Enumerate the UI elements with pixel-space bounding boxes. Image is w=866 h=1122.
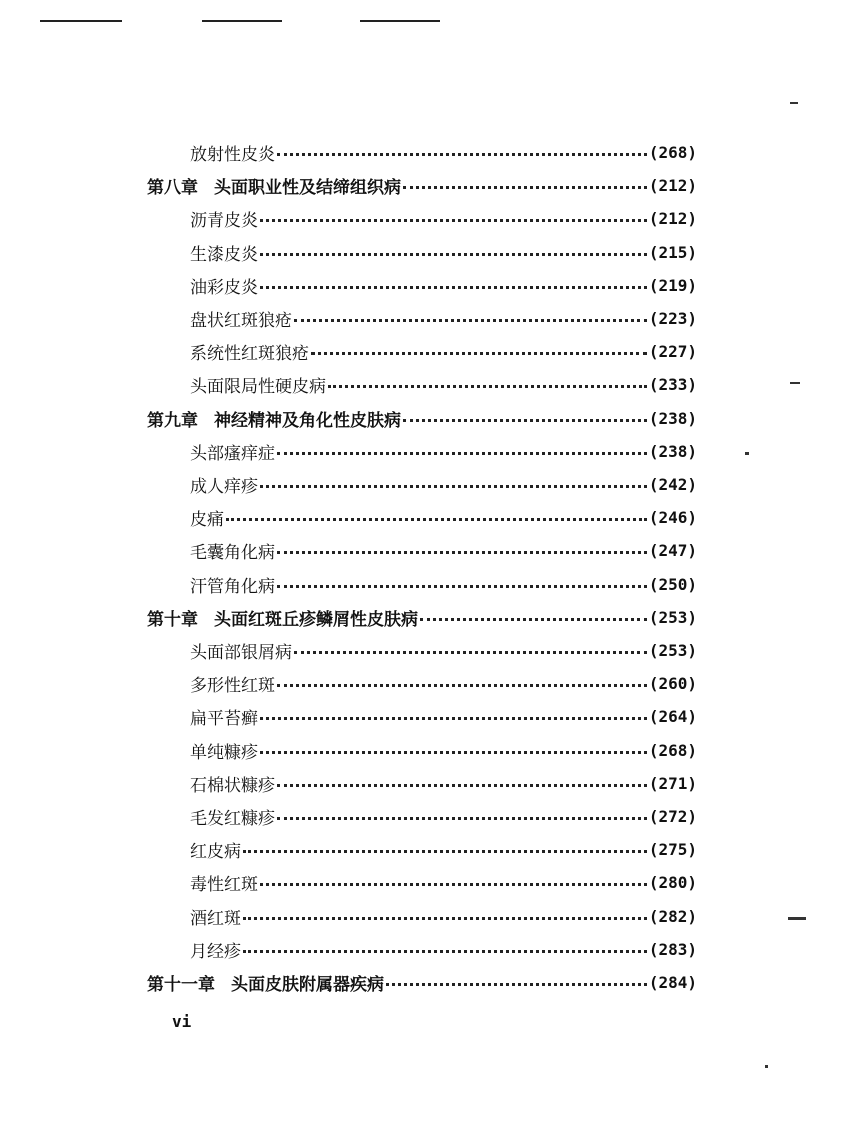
toc-page-number: (250) <box>648 574 697 594</box>
toc-title <box>147 605 418 630</box>
toc-title <box>190 538 275 563</box>
toc-page-number: (253) <box>648 640 697 660</box>
toc-title <box>190 240 258 265</box>
dot-leader <box>277 452 647 455</box>
toc-title <box>190 904 241 929</box>
toc-title-text: 沥青皮炎 <box>190 210 258 231</box>
toc-title-text: 系统性红斑狼疮 <box>190 343 309 364</box>
toc-page-number: (268) <box>648 740 697 760</box>
page-number: vi <box>172 1012 192 1031</box>
chapter-number: 第八章 <box>147 177 198 198</box>
toc-entry-row <box>190 902 697 930</box>
toc-entry-row <box>190 470 697 498</box>
dot-leader <box>420 618 647 621</box>
toc-page-number: (215) <box>648 242 697 262</box>
toc-title-text: 石棉状糠疹 <box>190 775 275 796</box>
toc-page-number: (280) <box>648 872 697 892</box>
toc-entry-row <box>190 935 697 963</box>
dot-leader <box>294 319 647 322</box>
toc-page-number: (238) <box>648 441 697 461</box>
dot-leader <box>277 551 647 554</box>
toc-entry-row <box>190 304 697 332</box>
toc-title-text: 头面皮肤附属器疾病 <box>231 974 384 995</box>
toc-title-text: 头部瘙痒症 <box>190 443 275 464</box>
dot-leader <box>277 817 647 820</box>
toc-page-number: (260) <box>648 673 697 693</box>
dot-leader <box>243 850 647 853</box>
dot-leader <box>277 153 647 156</box>
toc-page-number: (283) <box>648 939 697 959</box>
toc-entry-row <box>190 238 697 266</box>
toc-entry-row <box>190 337 697 365</box>
toc-page-number: (227) <box>648 341 697 361</box>
toc-title <box>190 937 241 962</box>
toc-title-text: 生漆皮炎 <box>190 244 258 265</box>
dot-leader <box>260 751 647 754</box>
toc-title-text: 头面限局性硬皮病 <box>190 376 326 397</box>
toc-page-number: (219) <box>648 275 697 295</box>
top-rule-right <box>360 20 440 22</box>
toc-title <box>190 704 258 729</box>
toc-page-number: (212) <box>648 208 697 228</box>
toc-title-text: 神经精神及角化性皮肤病 <box>214 410 401 431</box>
toc-entry-row <box>190 370 697 398</box>
dot-leader <box>260 883 647 886</box>
scan-speck <box>745 452 749 455</box>
toc-title-text: 成人痒疹 <box>190 476 258 497</box>
toc-title <box>190 837 241 862</box>
toc-page-number: (253) <box>648 607 697 627</box>
toc-title <box>190 273 258 298</box>
toc-title-text: 放射性皮炎 <box>190 144 275 165</box>
toc-title <box>190 572 275 597</box>
dot-leader <box>277 585 647 588</box>
toc-entry-row <box>190 868 697 896</box>
chapter-number: 第十一章 <box>147 974 215 995</box>
toc-entry-row <box>190 536 697 564</box>
toc-title-text: 头面职业性及结缔组织病 <box>214 177 401 198</box>
scan-speck <box>788 917 806 920</box>
toc-entry-row <box>190 570 697 598</box>
toc-title-text: 毛囊角化病 <box>190 542 275 563</box>
toc-page-number: (282) <box>648 906 697 926</box>
toc-page-number: (247) <box>648 540 697 560</box>
toc-page-number: (264) <box>648 706 697 726</box>
dot-leader <box>260 219 647 222</box>
toc-title-text: 毒性红斑 <box>190 874 258 895</box>
toc-title <box>147 173 401 198</box>
top-rule-middle <box>202 20 282 22</box>
toc-title <box>190 439 275 464</box>
toc-title <box>190 339 309 364</box>
toc-page-number: (242) <box>648 474 697 494</box>
toc-page-number: (212) <box>648 175 697 195</box>
toc-page-number: (238) <box>648 408 697 428</box>
dot-leader <box>243 950 647 953</box>
toc-entry-row <box>190 669 697 697</box>
toc-title <box>190 804 275 829</box>
toc-entry-row <box>190 138 697 166</box>
toc-title-text: 单纯糠疹 <box>190 742 258 763</box>
toc-title <box>190 638 292 663</box>
toc-title <box>190 671 275 696</box>
toc-title <box>190 870 258 895</box>
toc-chapter-row <box>147 171 697 199</box>
toc-page-number: (223) <box>648 308 697 328</box>
toc-title-text: 盘状红斑狼疮 <box>190 310 292 331</box>
toc-entry-row <box>190 736 697 764</box>
toc-page-number: (233) <box>648 374 697 394</box>
chapter-number: 第十章 <box>147 609 198 630</box>
toc-title <box>190 206 258 231</box>
toc-chapter-row <box>147 603 697 631</box>
toc-page-number: (284) <box>648 972 697 992</box>
toc-title <box>147 970 384 995</box>
toc-title <box>190 771 275 796</box>
toc-title-text: 头面部银屑病 <box>190 642 292 663</box>
toc-title-text: 头面红斑丘疹鳞屑性皮肤病 <box>214 609 418 630</box>
toc-chapter-row <box>147 404 697 432</box>
dot-leader <box>294 651 647 654</box>
toc-title-text: 扁平苔癣 <box>190 708 258 729</box>
toc-page-number: (271) <box>648 773 697 793</box>
toc-title-text: 月经疹 <box>190 941 241 962</box>
toc-entry-row <box>190 204 697 232</box>
scan-speck <box>790 382 800 384</box>
dot-leader <box>403 419 647 422</box>
toc-title-text: 皮痛 <box>190 509 224 530</box>
toc-entry-row <box>190 802 697 830</box>
toc-page-number: (275) <box>648 839 697 859</box>
toc-title <box>190 505 224 530</box>
toc-title-text: 汗管角化病 <box>190 576 275 597</box>
toc-entry-row <box>190 636 697 664</box>
dot-leader <box>260 485 647 488</box>
toc-entry-row <box>190 835 697 863</box>
chapter-number: 第九章 <box>147 410 198 431</box>
dot-leader <box>403 186 647 189</box>
toc-entry-row <box>190 271 697 299</box>
scan-speck <box>790 102 798 104</box>
toc-page-number: (246) <box>648 507 697 527</box>
toc-entry-row <box>190 769 697 797</box>
toc-title-text: 油彩皮炎 <box>190 277 258 298</box>
toc-title-text: 酒红斑 <box>190 908 241 929</box>
toc-title <box>190 738 258 763</box>
dot-leader <box>243 917 647 920</box>
top-rule-left <box>40 20 122 22</box>
dot-leader <box>277 684 647 687</box>
toc-page-number: (272) <box>648 806 697 826</box>
toc-title-text: 红皮病 <box>190 841 241 862</box>
toc-chapter-row <box>147 968 697 996</box>
toc-title <box>190 140 275 165</box>
toc-title <box>190 372 326 397</box>
toc-title-text: 毛发红糠疹 <box>190 808 275 829</box>
toc-entry-row <box>190 702 697 730</box>
dot-leader <box>386 983 647 986</box>
toc-title <box>190 472 258 497</box>
dot-leader <box>311 352 647 355</box>
dot-leader <box>260 717 647 720</box>
toc-title <box>147 406 401 431</box>
toc-page-number: (268) <box>648 142 697 162</box>
toc-title <box>190 306 292 331</box>
toc-title-text: 多形性红斑 <box>190 675 275 696</box>
toc-entry-row <box>190 503 697 531</box>
dot-leader <box>328 385 647 388</box>
dot-leader <box>260 253 647 256</box>
toc-entry-row <box>190 437 697 465</box>
dot-leader <box>277 784 647 787</box>
dot-leader <box>260 286 647 289</box>
scan-speck <box>765 1065 768 1068</box>
dot-leader <box>226 518 647 521</box>
